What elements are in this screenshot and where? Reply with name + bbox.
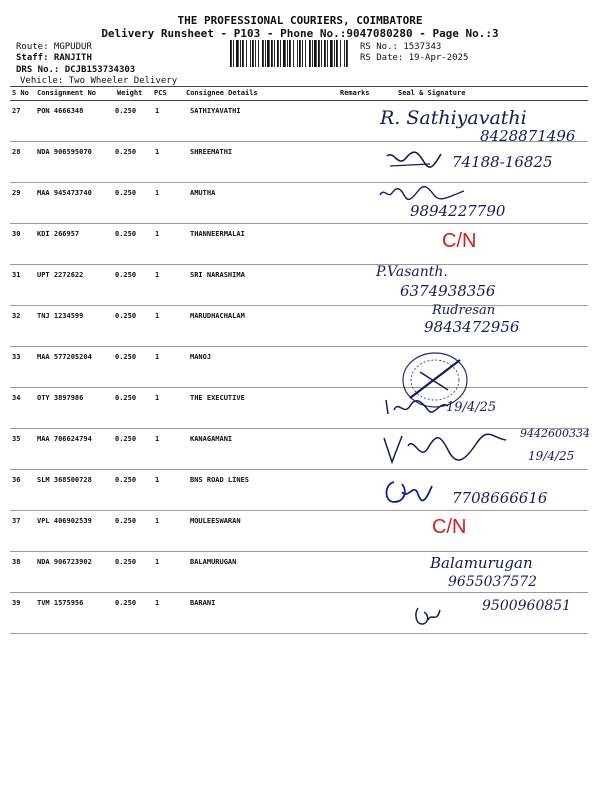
- row-sno: 32: [12, 312, 21, 320]
- runsheet-title: Delivery Runsheet - P103 - Phone No.:9047080280 - Page No.:3: [101, 27, 499, 40]
- row-weight: 0.250: [115, 148, 137, 156]
- row-consignee: BALAMURUGAN: [190, 558, 237, 566]
- row-pcs: 1: [155, 148, 160, 156]
- col-weight: Weight: [117, 89, 143, 97]
- date-35: 19/4/25: [528, 449, 575, 463]
- row-consignment-no: UPT 2272622: [37, 271, 84, 279]
- row-weight: 0.250: [115, 312, 137, 320]
- row-weight: 0.250: [115, 517, 137, 525]
- row-sno: 28: [12, 148, 21, 156]
- row-consignee: KANAGAMANI: [190, 435, 233, 443]
- row-consignment-no: NDA 906595070: [37, 148, 92, 156]
- row-weight: 0.250: [115, 353, 137, 361]
- row-sno: 33: [12, 353, 21, 361]
- phone-27: 8428871496: [480, 127, 576, 145]
- signature-28-scribble: [384, 148, 444, 172]
- rs-number: RS No.: 1537343: [360, 42, 442, 52]
- row-pcs: 1: [155, 476, 160, 484]
- row-sno: 36: [12, 476, 21, 484]
- row-weight: 0.250: [115, 435, 137, 443]
- col-sno: S No: [12, 89, 29, 97]
- row-consignment-no: OTY 3897986: [37, 394, 84, 402]
- row-consignee: AMUTHA: [190, 189, 216, 197]
- row-weight: 0.250: [115, 599, 137, 607]
- staff-label: Staff: RANJITH: [16, 53, 92, 63]
- row-weight: 0.250: [115, 558, 137, 566]
- row-consignee: MARUDHACHALAM: [190, 312, 245, 320]
- table-row: [10, 388, 588, 429]
- row-pcs: 1: [155, 599, 160, 607]
- row-pcs: 1: [155, 312, 160, 320]
- phone-36: 7708666616: [452, 489, 548, 507]
- row-sno: 31: [12, 271, 21, 279]
- signature-36-scribble: [382, 478, 434, 508]
- row-consignment-no: TVM 1575956: [37, 599, 84, 607]
- signature-29-scribble: [378, 185, 468, 201]
- cn-mark-37: C/N: [432, 516, 467, 538]
- row-consignee: SRI NARASHIMA: [190, 271, 245, 279]
- row-pcs: 1: [155, 230, 160, 238]
- row-consignee: BARANI: [190, 599, 216, 607]
- row-pcs: 1: [155, 353, 160, 361]
- row-divider: [10, 633, 588, 634]
- row-pcs: 1: [155, 435, 160, 443]
- col-consignment: Consignment No: [37, 89, 97, 97]
- row-sno: 27: [12, 107, 21, 115]
- row-consignment-no: MAA 577205204: [37, 353, 92, 361]
- phone-29: 9894227790: [410, 202, 506, 220]
- row-pcs: 1: [155, 517, 160, 525]
- row-sno: 37: [12, 517, 21, 525]
- row-consignee: THE EXECUTIVE: [190, 394, 245, 402]
- row-weight: 0.250: [115, 230, 137, 238]
- table-row: [10, 347, 588, 388]
- row-pcs: 1: [155, 271, 160, 279]
- row-consignee: MOULEESWARAN: [190, 517, 241, 525]
- row-weight: 0.250: [115, 476, 137, 484]
- phone-32: 9843472956: [424, 318, 520, 336]
- row-consignee: BNS ROAD LINES: [190, 476, 250, 484]
- table-row: [10, 511, 588, 552]
- row-consignment-no: SLM 368500728: [37, 476, 92, 484]
- vehicle-label: Vehicle: Two Wheeler Delivery: [20, 76, 178, 86]
- phone-39: 9500960851: [482, 598, 572, 614]
- row-consignment-no: TNJ 1234599: [37, 312, 84, 320]
- row-sno: 29: [12, 189, 21, 197]
- row-consignee: THANNEERMALAI: [190, 230, 245, 238]
- row-pcs: 1: [155, 189, 160, 197]
- row-weight: 0.250: [115, 394, 137, 402]
- row-pcs: 1: [155, 394, 160, 402]
- col-pcs: PCS: [154, 89, 167, 97]
- row-consignee: SATHIYAVATHI: [190, 107, 241, 115]
- signature-39-scribble: [412, 604, 444, 628]
- row-pcs: 1: [155, 558, 160, 566]
- row-consignment-no: KDI 266957: [37, 230, 80, 238]
- phone-38: 9655037572: [448, 574, 538, 590]
- signature-31: P.Vasanth.: [376, 264, 448, 280]
- table-row: [10, 224, 588, 265]
- row-sno: 39: [12, 599, 21, 607]
- col-seal-signature: Seal & Signature: [398, 89, 466, 97]
- phone-35: 9442600334: [520, 427, 590, 440]
- row-consignment-no: MAA 706624794: [37, 435, 92, 443]
- drs-number: DRS No.: DCJB153734303: [16, 65, 136, 75]
- phone-28: 74188-16825: [452, 153, 553, 171]
- table-top-rule: [10, 86, 588, 87]
- row-consignment-no: PON 4666348: [37, 107, 84, 115]
- phone-31: 6374938356: [400, 282, 496, 300]
- row-weight: 0.250: [115, 107, 137, 115]
- row-sno: 38: [12, 558, 21, 566]
- row-consignment-no: VPL 406902539: [37, 517, 92, 525]
- signature-35-scribble: [380, 432, 510, 466]
- route-label: Route: MGPUDUR: [16, 42, 92, 52]
- rs-date: RS Date: 19-Apr-2025: [360, 53, 469, 63]
- date-34: 19/4/25: [446, 400, 497, 415]
- row-weight: 0.250: [115, 271, 137, 279]
- row-consignment-no: MAA 945473740: [37, 189, 92, 197]
- col-remarks: Remarks: [340, 89, 370, 97]
- table-row: [10, 265, 588, 306]
- signature-27: R. Sathiyavathi: [380, 107, 527, 129]
- row-sno: 30: [12, 230, 21, 238]
- row-sno: 35: [12, 435, 21, 443]
- row-pcs: 1: [155, 107, 160, 115]
- cn-mark-30: C/N: [442, 230, 477, 252]
- barcode: [230, 40, 350, 67]
- row-weight: 0.250: [115, 189, 137, 197]
- col-consignee: Consignee Details: [186, 89, 258, 97]
- row-consignee: MANOJ: [190, 353, 212, 361]
- row-consignee: SHREEMATHI: [190, 148, 233, 156]
- signature-34-scribble: [382, 396, 452, 418]
- signature-38: Balamurugan: [430, 554, 533, 572]
- row-sno: 34: [12, 394, 21, 402]
- signature-32: Rudresan: [432, 303, 496, 318]
- company-title: THE PROFESSIONAL COURIERS, COIMBATORE: [177, 14, 423, 27]
- row-consignment-no: NDA 906723902: [37, 558, 92, 566]
